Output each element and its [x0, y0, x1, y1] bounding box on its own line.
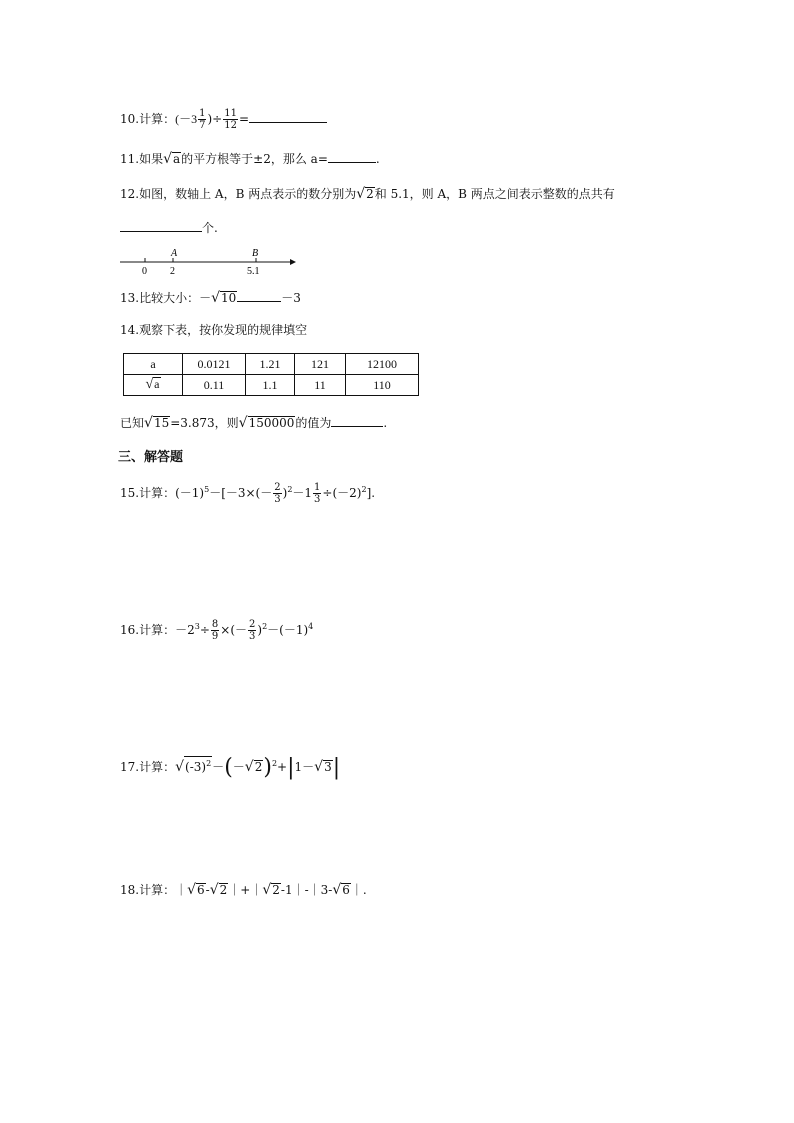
q14-known-end: . — [383, 416, 388, 430]
label-b-value: 5.1 — [247, 266, 260, 277]
number-line — [118, 248, 303, 278]
q18-t1b: - — [205, 883, 210, 897]
q14-prefix: 14.观察下表，按你发现的规律填空 — [120, 323, 308, 337]
q15-p1: (－1) — [175, 486, 205, 500]
table-cell: 1.21 — [246, 354, 295, 375]
q14-known-a: 已知 — [120, 416, 145, 430]
question-15 — [120, 482, 375, 505]
section-heading: 三、解答题 — [118, 450, 184, 465]
number-line-arrow-icon — [290, 259, 296, 265]
table-cell: 12100 — [346, 354, 419, 375]
sqrt-icon: √ — [145, 377, 154, 392]
q10-div: ÷ — [212, 112, 223, 126]
q16-prefix: 16.计算： — [120, 623, 176, 637]
sqrt-icon: √ — [356, 186, 366, 202]
table-row — [124, 375, 419, 396]
q15-exp2: 2 — [287, 485, 293, 494]
question-14 — [120, 322, 307, 338]
q15-frac2: $\frac{1}{3}$ — [314, 482, 321, 505]
question-11 — [120, 150, 380, 167]
q15-p5: ÷(－2) — [322, 486, 362, 500]
q17-abs-right: | — [332, 754, 341, 780]
label-b: B — [252, 248, 259, 259]
q15-prefix: 15.计算： — [120, 486, 176, 500]
q12-answer-blank[interactable] — [120, 219, 202, 232]
q15-p4: －1 — [292, 486, 313, 500]
q18-radicand-4: 6 — [342, 883, 350, 897]
q16-p2: ÷ — [199, 623, 210, 637]
q13-suffix: －3 — [281, 291, 301, 305]
question-12-line1 — [120, 186, 615, 202]
q15-p2: －[－3×(－ — [209, 486, 273, 500]
q16-exp3: 4 — [308, 622, 314, 631]
q18-radicand-3: 2 — [272, 883, 280, 897]
q16-p3: ×(－ — [220, 623, 248, 637]
sqrt-icon: √ — [314, 759, 324, 775]
q15-p3: ) — [282, 486, 288, 500]
q15-exp1: 5 — [204, 485, 210, 494]
sqrt-icon: √ — [244, 759, 254, 775]
q17-neg: － — [232, 760, 245, 774]
table-cell: 11 — [295, 375, 346, 396]
sqrt-icon: √ — [175, 759, 185, 775]
sqrt-icon: √ — [209, 882, 219, 898]
q16-p1: －2 — [175, 623, 195, 637]
question-13 — [120, 289, 301, 306]
q12-text-a: 12.如图，数轴上 A，B 两点表示的数分别为 — [120, 187, 357, 201]
table-cell: 1.1 — [246, 375, 295, 396]
q15-frac1: $\frac{2}{3}$ — [274, 482, 281, 505]
q16-frac1: $\frac{8}{9}$ — [211, 619, 219, 642]
sqrt-icon: √ — [262, 882, 272, 898]
q11-end: . — [375, 152, 380, 166]
q10-mixed-frac: $\frac{1}{7}$ — [199, 108, 206, 131]
pattern-table — [123, 353, 419, 396]
q18-t3: ｜. — [350, 883, 367, 897]
q17-radicand-2: 2 — [254, 760, 263, 774]
q12-text-c: 个. — [202, 221, 218, 235]
q12-text-b: 和 5.1，则 A，B 两点之间表示整数的点共有 — [374, 187, 615, 201]
q18-prefix: 18.计算： — [120, 883, 176, 897]
table-head-sqrt-a: √a — [124, 375, 183, 396]
q15-p6: ]. — [366, 486, 376, 500]
q14-known-c: 的值为 — [295, 416, 332, 430]
q10-eq: = — [238, 112, 250, 126]
question-17 — [120, 756, 340, 779]
q16-p4: ) — [257, 623, 263, 637]
q11-prefix: 11.如果 — [120, 152, 164, 166]
q13-answer-blank[interactable] — [237, 289, 281, 302]
table-cell: 0.0121 — [183, 354, 246, 375]
q15-exp3: 2 — [361, 485, 367, 494]
q17-radicand-1: $(-3)^2$ — [184, 756, 212, 774]
question-14-known — [120, 414, 387, 431]
q17-rparen: ) — [263, 754, 272, 780]
table-cell: 110 — [346, 375, 419, 396]
sqrt-icon: √ — [238, 415, 248, 431]
q10-frac: $\frac{11}{12}$ — [224, 108, 237, 131]
q17-radicand-3: 3 — [324, 760, 332, 774]
question-16 — [120, 619, 313, 642]
q16-frac2: $\frac{2}{3}$ — [249, 619, 256, 642]
q11-mid: 的平方根等于±2，那么 a= — [181, 152, 328, 166]
label-a-value: 2 — [170, 266, 175, 277]
q10-lp: (－3 — [175, 112, 198, 126]
sqrt-icon: √ — [211, 290, 221, 306]
q13-prefix: 13.比较大小：－ — [120, 291, 212, 305]
q12-radicand: 2 — [366, 187, 374, 201]
q18-radicand-2: 2 — [219, 883, 228, 897]
sqrt-icon: √ — [144, 415, 153, 431]
q18-t2: -1｜-｜3- — [280, 883, 333, 897]
q18-radicand-1: 6 — [197, 883, 205, 897]
q14-known-b: =3.873，则 — [170, 416, 239, 430]
q16-p5: －(－1) — [267, 623, 309, 637]
q17-minus: － — [212, 760, 225, 774]
q11-answer-blank[interactable] — [328, 150, 376, 163]
sqrt-icon: √ — [187, 882, 197, 898]
q14-radicand-2: 150000 — [248, 416, 295, 430]
q10-answer-blank[interactable] — [249, 110, 327, 123]
table-cell: 0.11 — [183, 375, 246, 396]
q17-abs-left: | — [287, 754, 295, 780]
table-cell: 121 — [295, 354, 346, 375]
q17-plus: + — [277, 760, 288, 774]
sqrt-icon: √ — [332, 882, 342, 898]
q10-rp: ) — [207, 112, 213, 126]
q16-exp1: 3 — [194, 622, 200, 631]
sqrt-icon: √ — [163, 151, 173, 167]
label-0: 0 — [142, 266, 147, 277]
q17-lparen: ( — [224, 754, 233, 780]
q18-t1c: ｜+｜ — [228, 883, 263, 897]
q14-answer-blank[interactable] — [331, 414, 383, 427]
question-10 — [120, 108, 327, 131]
q10-prefix: 10.计算： — [120, 112, 176, 126]
q11-radicand: a — [173, 152, 181, 166]
q18-t1a: ｜ — [175, 883, 188, 897]
q17-prefix: 17.计算： — [120, 760, 176, 774]
table-head-a: a — [124, 354, 183, 375]
q16-exp2: 2 — [262, 622, 268, 631]
label-a: A — [171, 248, 178, 259]
question-12-line2 — [120, 219, 218, 236]
q14-radicand-1: 15 — [153, 416, 170, 430]
q17-exp: 2 — [271, 759, 278, 768]
q13-radicand: 10 — [221, 291, 237, 305]
question-18 — [120, 882, 367, 898]
table-row — [124, 354, 419, 375]
q17-one: 1－ — [294, 760, 315, 774]
